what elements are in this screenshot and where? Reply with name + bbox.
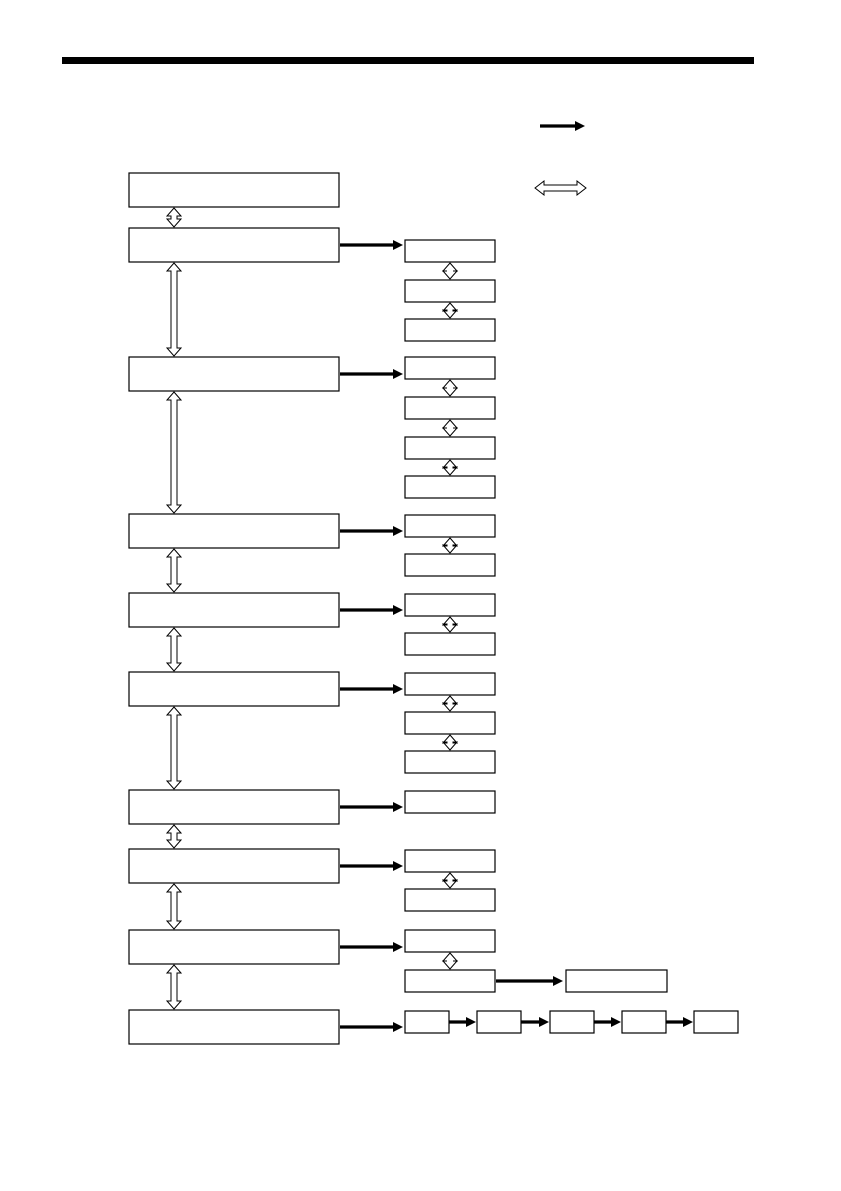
step-to-option-arrow-icon bbox=[340, 861, 403, 871]
chain-arrow-icon bbox=[666, 1017, 693, 1027]
main-connector-double-arrow-icon bbox=[167, 965, 181, 1009]
option-connector-double-arrow-icon bbox=[443, 873, 457, 888]
main-step-column bbox=[129, 173, 339, 1044]
chain-arrow-icon-head bbox=[466, 1017, 476, 1027]
top-rule bbox=[62, 57, 754, 64]
chain-arrow-icon bbox=[449, 1017, 476, 1027]
main-step-box bbox=[129, 228, 339, 262]
chain-arrow-icon bbox=[521, 1017, 549, 1027]
sub-option-box bbox=[405, 515, 495, 537]
option-connector-double-arrow-icon bbox=[443, 380, 457, 396]
step-to-option-arrow-icon bbox=[340, 1022, 403, 1032]
main-connector-double-arrow-icon bbox=[167, 884, 181, 929]
step-to-option-arrow-icon bbox=[340, 605, 403, 615]
main-connector-double-arrow-icon bbox=[167, 549, 181, 592]
sub-option-box bbox=[405, 280, 495, 302]
sub-option-box bbox=[405, 751, 495, 773]
main-step-box bbox=[129, 357, 339, 391]
sub-option-box bbox=[405, 633, 495, 655]
sub-option-box bbox=[405, 240, 495, 262]
chain-arrow-icon-head bbox=[683, 1017, 693, 1027]
option-connector-double-arrow-icon bbox=[443, 953, 457, 969]
main-step-box bbox=[129, 1010, 339, 1044]
sub-option-box bbox=[405, 554, 495, 576]
main-connector-double-arrow-icon bbox=[167, 825, 181, 848]
main-step-box bbox=[129, 672, 339, 706]
main-step-box bbox=[129, 593, 339, 627]
step-to-option-arrow-icon-head bbox=[393, 369, 403, 379]
step-to-option-arrow-icon-head bbox=[393, 605, 403, 615]
chain-step-box bbox=[477, 1011, 521, 1033]
step-to-option-arrow-icon-head bbox=[393, 526, 403, 536]
main-step-box bbox=[129, 930, 339, 964]
step-to-option-arrow-icon-head bbox=[393, 802, 403, 812]
sub-option-box bbox=[405, 476, 495, 498]
chain-step-box bbox=[550, 1011, 594, 1033]
step-to-option-arrow-icon bbox=[340, 942, 403, 952]
chain-step-box bbox=[405, 1011, 449, 1033]
option-connector-double-arrow-icon bbox=[443, 263, 457, 279]
sub-option-box bbox=[405, 712, 495, 734]
sub-option-box bbox=[405, 594, 495, 616]
step-to-option-arrow-icon-head bbox=[393, 1022, 403, 1032]
option-to-extra-arrow-icon bbox=[496, 976, 563, 986]
legend-double-arrow-icon bbox=[535, 181, 586, 195]
option-connector-double-arrow-icon bbox=[443, 420, 457, 436]
main-step-box bbox=[129, 173, 339, 207]
legend-solid-arrow-icon bbox=[540, 121, 585, 131]
sub-option-box bbox=[405, 791, 495, 813]
step-to-option-arrow-icon-head bbox=[393, 240, 403, 250]
main-connector-double-arrow-icon bbox=[167, 628, 181, 671]
legend bbox=[535, 121, 586, 195]
step-to-option-arrow-icon-head bbox=[393, 861, 403, 871]
chain-step-box bbox=[694, 1011, 738, 1033]
step-to-option-arrow-icon bbox=[340, 369, 403, 379]
sub-option-box bbox=[405, 397, 495, 419]
chain-arrow-icon bbox=[594, 1017, 621, 1027]
extra-option-box bbox=[566, 970, 667, 992]
sub-option-box bbox=[405, 930, 495, 952]
option-connector-double-arrow-icon bbox=[443, 303, 457, 318]
main-connector-double-arrow-icon bbox=[167, 263, 181, 356]
step-to-option-arrow-icon bbox=[340, 684, 403, 694]
sub-option-box bbox=[405, 850, 495, 872]
main-connector-double-arrow-icon bbox=[167, 208, 181, 227]
option-connector-double-arrow-icon bbox=[443, 538, 457, 553]
sub-option-box bbox=[405, 673, 495, 695]
chain-step-box bbox=[622, 1011, 666, 1033]
option-connector-double-arrow-icon bbox=[443, 617, 457, 632]
option-connector-double-arrow-icon bbox=[443, 735, 457, 750]
sub-option-column bbox=[340, 240, 738, 1033]
option-to-extra-arrow-icon-head bbox=[553, 976, 563, 986]
sub-option-box bbox=[405, 437, 495, 459]
step-to-option-arrow-icon-head bbox=[393, 684, 403, 694]
main-step-box bbox=[129, 849, 339, 883]
legend-solid-arrow-icon-head bbox=[575, 121, 585, 131]
main-step-box bbox=[129, 514, 339, 548]
chain-arrow-icon-head bbox=[611, 1017, 621, 1027]
main-connector-double-arrow-icon bbox=[167, 707, 181, 789]
sub-option-box bbox=[405, 970, 495, 992]
sub-option-box bbox=[405, 319, 495, 341]
sub-option-box bbox=[405, 889, 495, 911]
option-connector-double-arrow-icon bbox=[443, 696, 457, 711]
option-connector-double-arrow-icon bbox=[443, 460, 457, 475]
step-to-option-arrow-icon bbox=[340, 240, 403, 250]
chain-arrow-icon-head bbox=[539, 1017, 549, 1027]
step-to-option-arrow-icon bbox=[340, 802, 403, 812]
sub-option-box bbox=[405, 357, 495, 379]
main-step-box bbox=[129, 790, 339, 824]
main-connector-double-arrow-icon bbox=[167, 392, 181, 513]
step-to-option-arrow-icon-head bbox=[393, 942, 403, 952]
step-to-option-arrow-icon bbox=[340, 526, 403, 536]
